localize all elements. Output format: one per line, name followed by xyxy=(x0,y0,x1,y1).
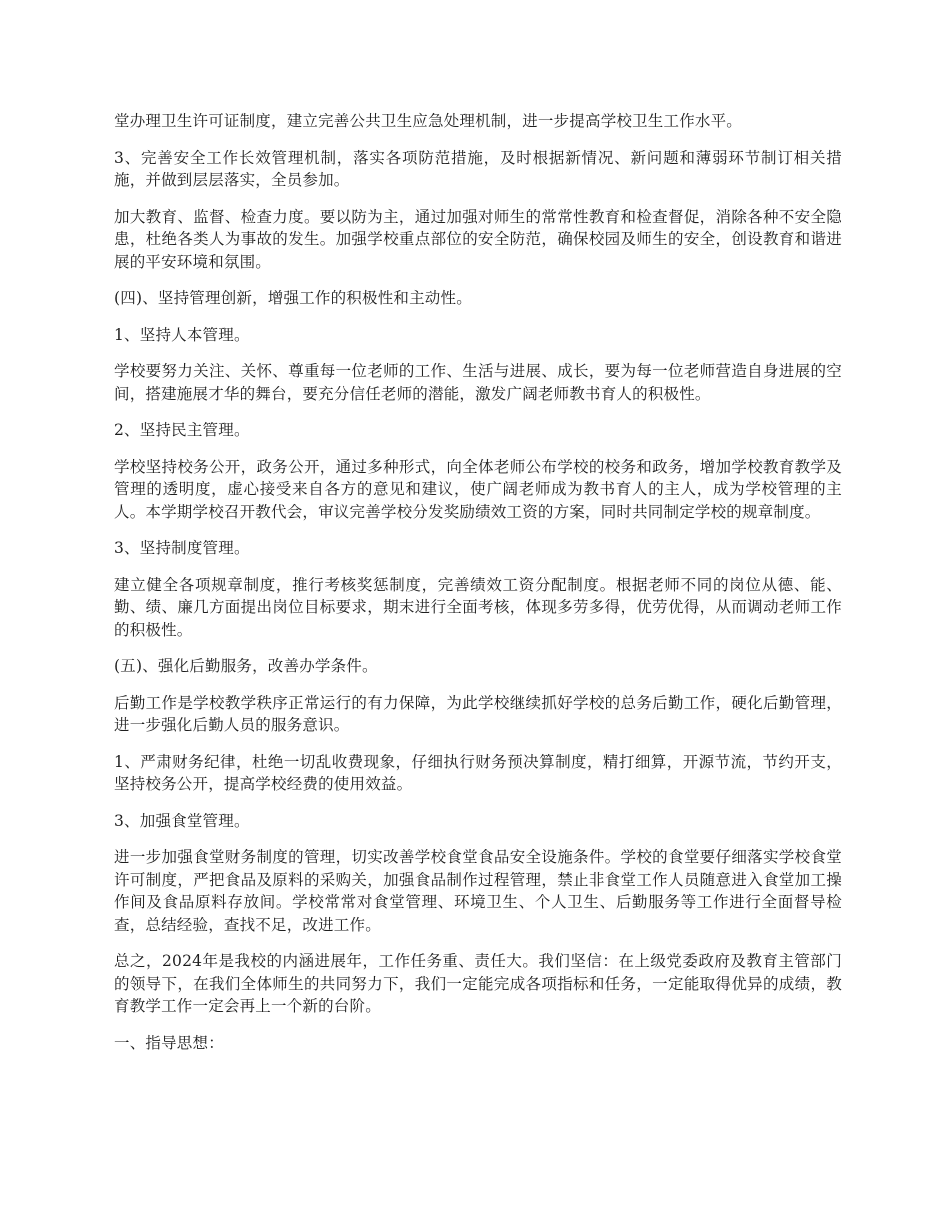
subheading-people-oriented: 1、坚持人本管理。 xyxy=(114,325,250,344)
paragraph-financial-discipline: 1、严肃财务纪律，杜绝一切乱收费现象，仔细执行财务预决算制度，精打细算，开源节流，节约开支，坚持校务公开，提高学校经费的使用效益。 xyxy=(114,752,842,793)
subheading-system-management: 3、坚持制度管理。 xyxy=(114,539,250,557)
paragraph-democratic-management: 学校坚持校务公开，政务公开，通过多种形式，向全体老师公布学校的校务和政务，增加学校教育教学及管理的透明度，虚心接受来自各方的意见和建议，使广阔老师成为教书育人的主人，成为学校管理的主人。本学期学校召开教代会，审议完善学校分发奖励绩效工资的方案，同时共同制定学校的规章制度。 xyxy=(114,457,842,521)
paragraph-safety-inspection: 加大教育、监督、检查力度。要以防为主，通过加强对师生的常常性教育和检查督促，消除各种不安全隐患，杜绝各类人为事故的发生。加强学校重点部位的安全防范，确保校园及师生的安全，创设教育和谐进展的平安环境和氛围。 xyxy=(114,207,842,271)
section-heading-logistics: (五)、强化后勤服务，改善办学条件。 xyxy=(114,657,378,675)
section-heading-guiding-ideology: 一、指导思想： xyxy=(114,1033,224,1052)
paragraph-safety-mechanism: 3、完善安全工作长效管理机制，落实各项防范措施，及时根据新情况、新问题和薄弱环节制订相关措施，并做到层层落实，全员参加。 xyxy=(114,148,842,189)
paragraph-system-management: 建立健全各项规章制度，推行考核奖惩制度，完善绩效工资分配制度。根据老师不同的岗位从德、能、勤、绩、廉几方面提出岗位目标要求，期末进行全面考核，体现多劳多得，优劳优得，从而调动老师工作的积极性。 xyxy=(114,575,842,639)
subheading-democratic-management: 2、坚持民主管理。 xyxy=(114,421,250,439)
subheading-canteen-management: 3、加强食堂管理。 xyxy=(114,811,250,830)
document-body xyxy=(114,110,842,1068)
section-heading-management-innovation: (四)、坚持管理创新，增强工作的积极性和主动性。 xyxy=(114,289,472,307)
paragraph-conclusion: 总之，2024年是我校的内涵进展年，工作任务重、责任大。我们坚信：在上级党委政府及教育主管部门的领导下，在我们全体师生的共同努力下，我们一定能完成各项指标和任务，一定能取得优异的成绩，教育教学工作一定会再上一个新的台阶。 xyxy=(114,952,842,1015)
paragraph-hygiene-permit: 堂办理卫生许可证制度，建立完善公共卫生应急处理机制，进一步提高学校卫生工作水平。 xyxy=(114,112,743,130)
paragraph-canteen-management: 进一步加强食堂财务制度的管理，切实改善学校食堂食品安全设施条件。学校的食堂要仔细落实学校食堂许可制度，严把食品及原料的采购关，加强食品制作过程管理，禁止非食堂工作人员随意进入食堂加工操作间及食品原料存放间。学校常常对食堂管理、环境卫生、个人卫生、后勤服务等工作进行全面督导检查，总结经验，查找不足，改进工作。 xyxy=(114,848,842,934)
paragraph-logistics: 后勤工作是学校教学秩序正常运行的有力保障，为此学校继续抓好学校的总务后勤工作，硬化后勤管理，进一步强化后勤人员的服务意识。 xyxy=(114,693,842,734)
paragraph-people-oriented: 学校要努力关注、关怀、尊重每一位老师的工作、生活与进展、成长，要为每一位老师营造自身进展的空间，搭建施展才华的舞台，要充分信任老师的潜能，激发广阔老师教书育人的积极性。 xyxy=(114,362,842,403)
